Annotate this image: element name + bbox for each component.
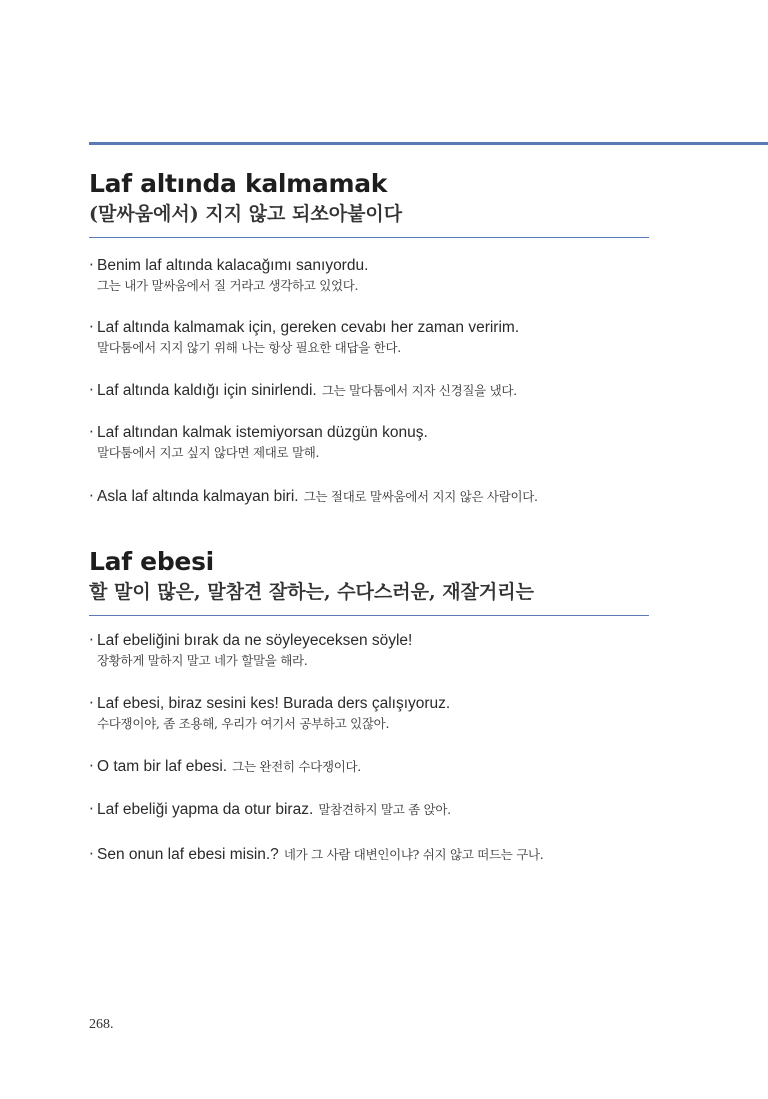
example-korean: 그는 절대로 말싸움에서 지지 않은 사람이다. <box>303 489 538 504</box>
example-item <box>89 693 649 734</box>
example-item <box>89 799 649 820</box>
example-turkish: Laf altında kalmamak için, gereken cevabı her zaman veririm. <box>97 319 520 336</box>
idiom-section-laf-altinda-kalmamak <box>89 168 649 507</box>
example-turkish: Asla laf altında kalmayan biri. <box>97 488 299 505</box>
example-turkish: Laf ebesi, biraz sesini kes! Burada ders çalışıyoruz. <box>97 695 451 712</box>
example-korean: 수다쟁이야, 좀 조용해, 우리가 여기서 공부하고 있잖아. <box>97 716 390 731</box>
example-korean: 그는 내가 말싸움에서 질 거라고 생각하고 있었다. <box>97 278 359 293</box>
example-item <box>89 255 649 296</box>
example-turkish: Laf altından kalmak istemiyorsan düzgün konuş. <box>97 424 428 441</box>
example-item <box>89 756 649 777</box>
example-korean: 말참견하지 말고 좀 앉아. <box>318 802 451 817</box>
idiom-title: Laf ebesi <box>89 547 214 576</box>
idiom-meaning: 할 말이 많은, 말참견 잘하는, 수다스러운, 재잘거리는 <box>89 581 534 603</box>
idiom-title: Laf altında kalmamak <box>89 169 388 198</box>
example-turkish: O tam bir laf ebesi. <box>97 758 228 775</box>
idiom-meaning: (말싸움에서) 지지 않고 되쏘아붙이다 <box>89 203 403 225</box>
section-divider <box>89 615 649 616</box>
example-turkish: Sen onun laf ebesi misin.? <box>97 846 279 863</box>
example-turkish: Laf ebeliğini bırak da ne söyleyeceksen söyle! <box>97 632 413 649</box>
example-turkish: Laf ebeliği yapma da otur biraz. <box>97 801 314 818</box>
example-item <box>89 486 649 507</box>
example-item <box>89 844 649 865</box>
example-item <box>89 317 649 358</box>
example-korean: 그는 완전히 수다쟁이다. <box>232 759 361 774</box>
example-item <box>89 422 649 463</box>
example-turkish: Benim laf altında kalacağımı sanıyordu. <box>97 257 369 274</box>
example-korean: 말다툼에서 지지 않기 위해 나는 항상 필요한 대답을 한다. <box>97 340 401 355</box>
example-turkish: Laf altında kaldığı için sinirlendi. <box>97 382 317 399</box>
example-item <box>89 630 649 671</box>
idiom-section-laf-ebesi <box>89 546 649 865</box>
page-number: 268. <box>89 1017 114 1032</box>
top-divider <box>89 142 768 145</box>
example-list <box>89 255 649 507</box>
example-list <box>89 630 649 865</box>
example-korean: 네가 그 사람 대변인이냐? 쉬지 않고 떠드는 구나. <box>283 847 544 862</box>
example-korean: 그는 말다툼에서 지자 신경질을 냈다. <box>321 383 517 398</box>
section-divider <box>89 237 649 238</box>
example-korean: 장황하게 말하지 말고 네가 할말을 해라. <box>97 653 308 668</box>
example-item <box>89 380 649 401</box>
example-korean: 말다툼에서 지고 싶지 않다면 제대로 말해. <box>97 445 320 460</box>
